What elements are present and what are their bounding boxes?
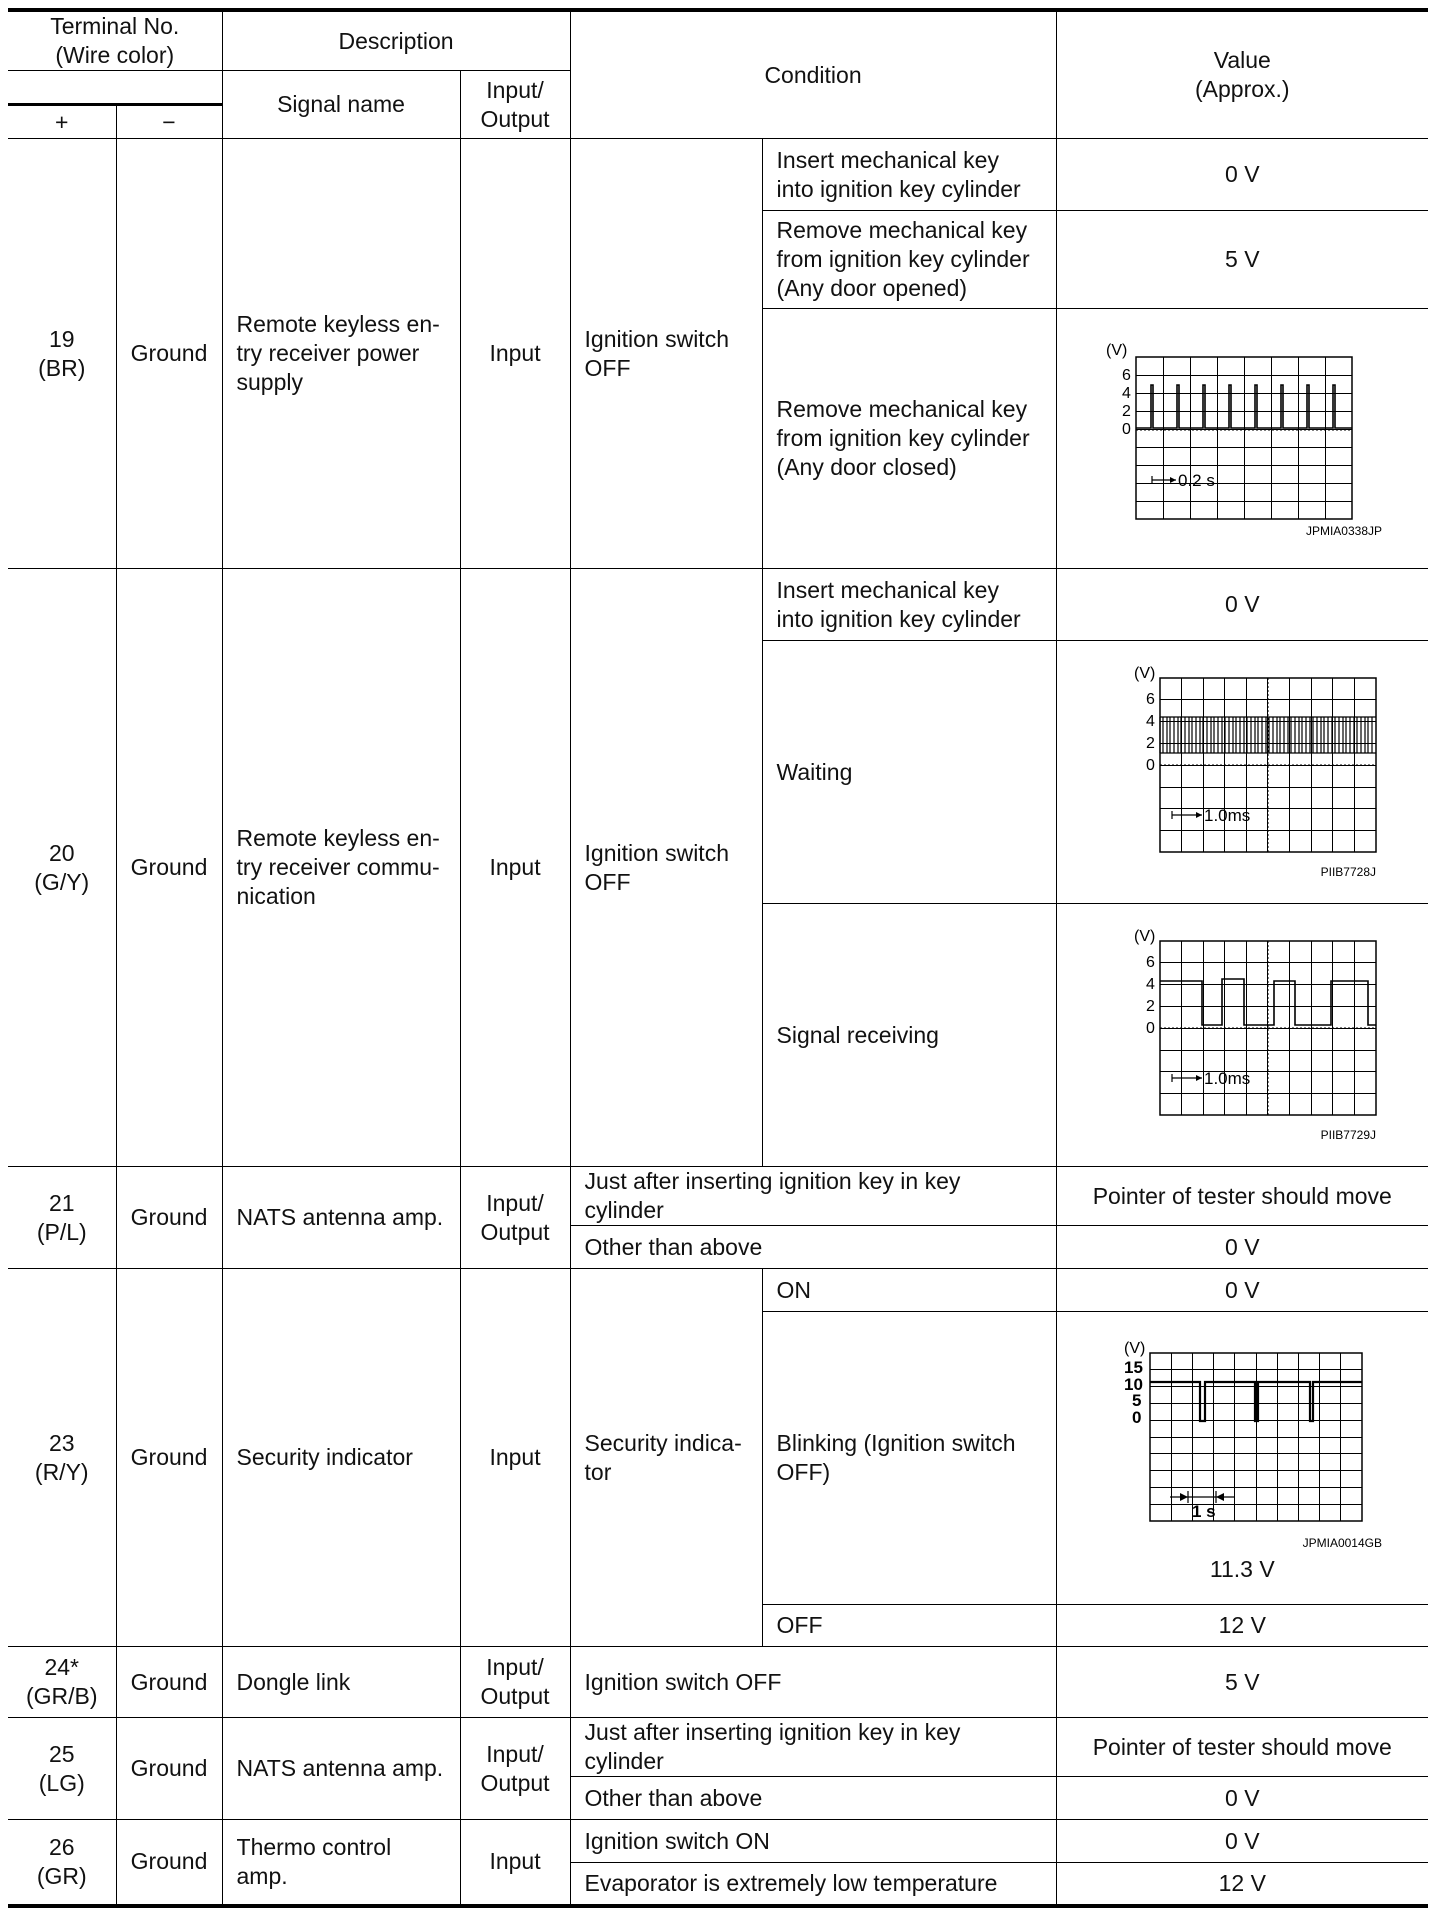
waveform-cell [1056,641,1428,904]
condition-cell: Evaporator is extremely low temperature [570,1863,1056,1906]
waveform-tick-label: 6 [1122,366,1132,384]
io-cell: Input/ Output [460,1647,570,1718]
signal-name-cell: Remote keyless en-try receiver commu-nication [222,569,460,1167]
condition-cell: Other than above [570,1777,1056,1820]
waveform-tick-label: 0 [1146,757,1156,774]
figure-code: JPMIA0338JP [1306,523,1383,538]
ground-cell: Ground [116,139,222,569]
waveform-unit-label: (V) [1124,1339,1146,1357]
waveform-chart [1092,1333,1392,1553]
value-cell: 0 V [1056,1820,1428,1863]
value-cell: 0 V [1056,1226,1428,1269]
condition-cell: Other than above [570,1226,1056,1269]
terminal-number-cell: 25 (LG) [8,1718,116,1820]
waveform-cell [1056,309,1428,569]
value-cell: 5 V [1056,211,1428,309]
waveform-unit-label: (V) [1134,928,1156,945]
table-row [8,139,1428,211]
value-cell: 0 V [1056,569,1428,641]
waveform-timebase-label: 1.0ms [1204,1069,1251,1088]
terminal-number-cell: 24* (GR/B) [8,1647,116,1718]
waveform-tick-label: 6 [1146,954,1156,971]
waveform-tick-label: 10 [1124,1374,1144,1394]
value-cell: 0 V [1056,1777,1428,1820]
waveform-tick-label: 4 [1122,384,1132,402]
signal-name-cell: NATS antenna amp. [222,1718,460,1820]
waveform-cell [1056,1312,1428,1605]
waveform-tick-label: 2 [1122,402,1132,420]
terminal-number-cell: 20 (G/Y) [8,569,116,1167]
waveform-timebase-label: 1 s [1192,1501,1216,1521]
waveform-chart [1092,662,1392,882]
figure-code: PIIB7729J [1320,1128,1377,1142]
waveform-tick-label: 5 [1132,1390,1142,1410]
ground-cell: Ground [116,1167,222,1269]
figure-code: PIIB7728J [1320,865,1377,879]
condition-cell: Ignition switch ON [570,1820,1056,1863]
value-text: 11.3 V [1209,1555,1275,1582]
terminal-number-cell: 26 (GR) [8,1820,116,1906]
table-row [8,1269,1428,1312]
figure-code: JPMIA0014GB [1302,1535,1383,1550]
waveform-tick-label: 0 [1122,420,1132,438]
sub-condition-cell: Waiting [762,641,1056,904]
waveform-unit-label: (V) [1106,341,1128,359]
signal-name-cell: Thermo control amp. [222,1820,460,1906]
header-input-output: Input/ Output [460,71,570,139]
header-condition: Condition [570,10,1056,139]
ground-cell: Ground [116,1718,222,1820]
table-row [8,569,1428,641]
condition-cell: Ignition switch OFF [570,569,762,1167]
header-description: Description [222,10,570,71]
io-cell: Input/ Output [460,1167,570,1269]
terminal-number-cell: 23 (R/Y) [8,1269,116,1647]
value-cell: Pointer of tester should move [1056,1167,1428,1226]
waveform-unit-label: (V) [1134,665,1156,682]
io-cell: Input/ Output [460,1718,570,1820]
waveform-timebase-label: 0.2 s [1178,470,1216,490]
waveform-tick-label: 4 [1146,713,1156,730]
terminal-number-cell: 19 (BR) [8,139,116,569]
waveform-tick-label: 4 [1146,976,1156,993]
condition-cell: Just after inserting ignition key in key cylinder [570,1167,1056,1226]
waveform-chart [1092,339,1392,539]
sub-condition-cell: Insert mechanical key into ignition key cylinder [762,569,1056,641]
sub-condition-cell: Remove mechanical key from ignition key cylinder (Any door opened) [762,211,1056,309]
sub-condition-cell: Signal receiving [762,904,1056,1167]
sub-condition-cell: OFF [762,1605,1056,1647]
terminal-table [8,8,1428,1908]
waveform-tick-label: 2 [1146,998,1156,1015]
table-row [8,1820,1428,1863]
ground-cell: Ground [116,569,222,1167]
value-cell: 12 V [1056,1605,1428,1647]
header-minus: − [116,105,222,139]
ground-cell: Ground [116,1820,222,1906]
sub-condition-cell: Insert mechanical key into ignition key cylinder [762,139,1056,211]
header-terminal-no: Terminal No. (Wire color) [8,10,222,71]
signal-name-cell: Remote keyless en-try receiver power supply [222,139,460,569]
waveform-tick-label: 15 [1124,1357,1144,1377]
table-row [8,1167,1428,1226]
waveform-cell [1056,904,1428,1167]
sub-condition-cell: ON [762,1269,1056,1312]
waveform-timebase-label: 1.0ms [1204,806,1251,825]
condition-cell: Security indica-tor [570,1269,762,1647]
io-cell: Input [460,1269,570,1647]
value-cell: 5 V [1056,1647,1428,1718]
signal-name-cell: NATS antenna amp. [222,1167,460,1269]
value-cell: 0 V [1056,1269,1428,1312]
table-row [8,1718,1428,1777]
condition-cell: Just after inserting ignition key in key cylinder [570,1718,1056,1777]
waveform-tick-label: 0 [1146,1020,1156,1037]
value-cell: Pointer of tester should move [1056,1718,1428,1777]
condition-cell: Ignition switch OFF [570,1647,1056,1718]
io-cell: Input [460,569,570,1167]
sub-condition-cell: Blinking (Ignition switch OFF) [762,1312,1056,1605]
header-signal-name: Signal name [222,71,460,139]
header-plus: + [8,105,116,139]
signal-name-cell: Dongle link [222,1647,460,1718]
waveform-chart [1092,925,1392,1145]
header-value: Value (Approx.) [1056,10,1428,139]
value-cell: 0 V [1056,139,1428,211]
waveform-tick-label: 0 [1132,1407,1142,1427]
waveform-tick-label: 2 [1146,735,1156,752]
waveform-tick-label: 6 [1146,691,1156,708]
value-cell: 12 V [1056,1863,1428,1906]
table-row [8,1647,1428,1718]
sub-condition-cell: Remove mechanical key from ignition key cylinder (Any door closed) [762,309,1056,569]
condition-cell: Ignition switch OFF [570,139,762,569]
io-cell: Input [460,1820,570,1906]
terminal-number-cell: 21 (P/L) [8,1167,116,1269]
ground-cell: Ground [116,1269,222,1647]
signal-name-cell: Security indicator [222,1269,460,1647]
ground-cell: Ground [116,1647,222,1718]
io-cell: Input [460,139,570,569]
